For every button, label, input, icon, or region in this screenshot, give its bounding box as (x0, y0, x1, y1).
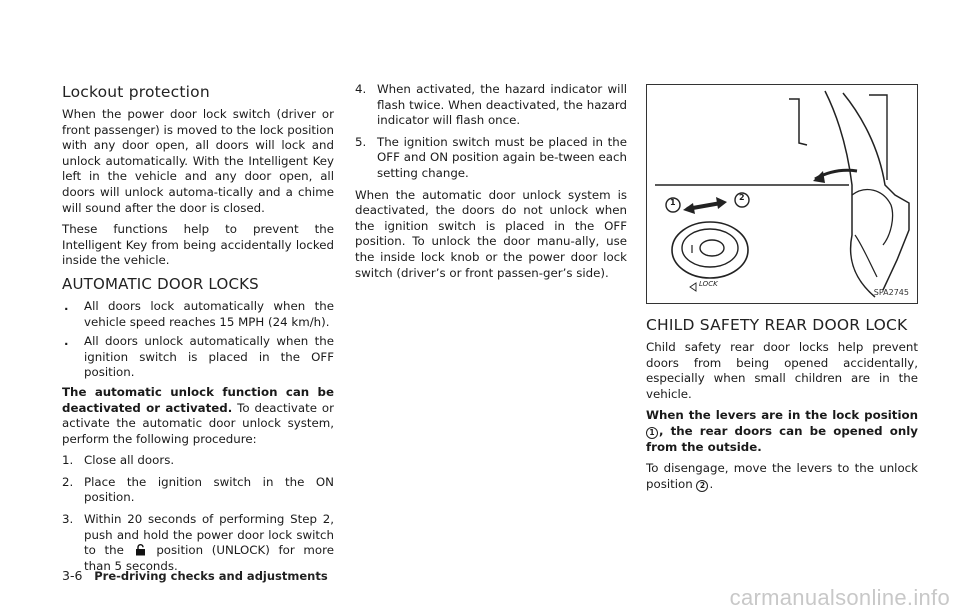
step-text: When activated, the hazard indicator will flash twice. When deactivated, the hazard indicator will flash once. (377, 82, 627, 128)
bold-text: When the levers are in the lock position (646, 408, 918, 423)
page-footer (62, 568, 328, 583)
step-number: 4. (355, 82, 367, 96)
list-item (355, 82, 627, 129)
step-text: Place the ignition switch in the ON position. (84, 474, 334, 505)
bold-lead: The automatic unlock function can be deactivated or activated. (62, 384, 334, 415)
right-column (646, 316, 918, 498)
door-illustration (647, 85, 917, 303)
lockout-paragraph-2: These functions help to prevent the Intelligent Key from being accidentally locked inside the vehicle. (62, 222, 334, 268)
bullet-text: All doors unlock automatically when the ignition switch is placed in the OFF position. (84, 334, 334, 380)
auto-door-locks-heading: AUTOMATIC DOOR LOCKS (62, 274, 259, 293)
figure-code: SPA2745 (873, 288, 909, 297)
list-item (62, 512, 334, 574)
left-column (62, 83, 334, 580)
auto-unlock-paragraph (62, 385, 334, 447)
disengage-paragraph (646, 461, 918, 492)
bullet-mark: . (64, 334, 69, 349)
watermark: carmanualsonline.info (729, 585, 950, 610)
callout-1-label: 1 (670, 198, 676, 207)
step-text: Within 20 seconds of performing Step 2, push and hold the power door lock switch to the (84, 512, 334, 558)
paragraph-end: . (709, 476, 714, 491)
step-text: The ignition switch must be placed in the OFF and ON position again be-tween each setting change. (377, 134, 627, 180)
paragraph-text: To deactivate or activate the automatic door unlock system, perform the following procedure: (62, 400, 334, 446)
child-lock-figure (646, 84, 918, 304)
list-item (355, 135, 627, 182)
list-item (62, 475, 334, 506)
callout-1-icon: 1 (646, 427, 658, 439)
child-safety-heading: CHILD SAFETY REAR DOOR LOCK (646, 316, 908, 334)
bullet-text: All doors lock automatically when the vehicle speed reaches 15 MPH (24 km/h). (84, 298, 334, 329)
step-number: 5. (355, 134, 367, 149)
section-title: Pre-driving checks and adjustments (94, 569, 328, 583)
callout-2-icon: 2 (696, 480, 708, 492)
lockout-heading: Lockout protection (62, 83, 210, 101)
step-text-cont: position (UNLOCK) for more than 5 seconds. (84, 543, 334, 573)
lock-label: LOCK (699, 280, 718, 288)
list-item (62, 334, 334, 381)
lock-position-paragraph (646, 408, 918, 455)
bold-text-cont: , the rear doors can be opened only from the outside. (646, 423, 918, 454)
bullet-mark: . (64, 298, 69, 313)
list-item (62, 453, 334, 469)
lockout-paragraph: When the power door lock switch (driver or front passenger) is moved to the lock position with any door open, all doors will lock and unlock automatically. With the Intelligent Key left in the vehicle and any door open, all doors will unlock automa-tically and a chime will sound after the door is closed. (62, 107, 334, 215)
child-safety-paragraph: Child safety rear door locks help prevent doors from being opened accidentally, especially when small children are in the vehicle. (646, 340, 918, 401)
middle-column (355, 82, 627, 287)
step-number: 2. (62, 474, 74, 489)
callout-2-label: 2 (739, 193, 745, 202)
list-item (62, 299, 334, 330)
step-number: 1. (62, 453, 74, 468)
step-number: 3. (62, 512, 74, 527)
step-text: Close all doors. (84, 453, 175, 468)
unlock-icon (135, 544, 146, 556)
deactivated-paragraph: When the automatic door unlock system is deactivated, the doors do not unlock when the ignition switch is placed in the OFF position. To unlock the door manu-ally, use the inside lock knob or the power door lock switch (driver’s or front passen-ger’s side). (355, 187, 627, 280)
page-number: 3-6 (62, 568, 83, 583)
paragraph-text: To disengage, move the levers to the unlock position (646, 461, 918, 491)
